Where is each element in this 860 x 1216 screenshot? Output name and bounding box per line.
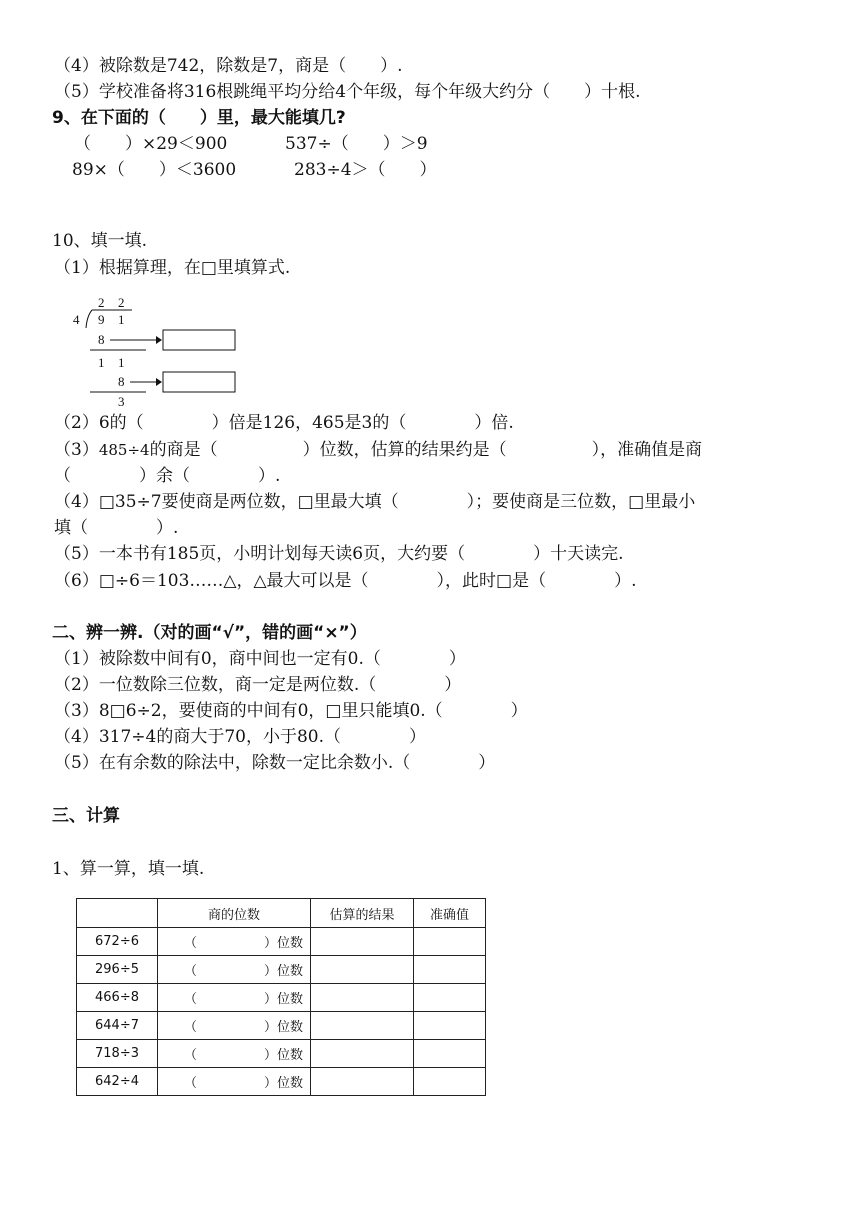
exact-cell[interactable] — [414, 928, 486, 956]
estimate-cell[interactable] — [311, 984, 414, 1012]
table-row — [77, 1040, 486, 1068]
estimate-cell[interactable] — [311, 956, 414, 984]
section3-item-1-title: 1、算一算，填一填. — [52, 859, 205, 879]
table-header-row — [77, 899, 486, 928]
q10-item-3-prefix: （3） — [54, 440, 99, 460]
q9-row1-left: （ ）×29＜900 — [74, 134, 228, 154]
q8-item-4: （4）被除数是742，除数是7，商是（ ）. — [54, 56, 403, 76]
arrow-2-head — [156, 378, 162, 386]
q10-item-1: （1）根据算理，在□里填算式. — [54, 258, 291, 278]
section3-title: 三、计算 — [52, 806, 120, 826]
digits-cell[interactable]: （ ）位数 — [158, 956, 311, 984]
step1-product: 8 — [98, 332, 105, 347]
table-row — [77, 984, 486, 1012]
q10-item-3-text: 的商是（ ）位数，估算的结果约是（ ），准确值是商 — [149, 440, 703, 460]
table-header-cell: 准确值 — [414, 899, 486, 928]
digits-cell[interactable]: （ ）位数 — [158, 1068, 311, 1096]
table-header-cell: 估算的结果 — [311, 899, 414, 928]
divisor: 4 — [73, 312, 80, 327]
q9-row1-right: 537÷（ ）＞9 — [285, 134, 428, 154]
table-row — [77, 1012, 486, 1040]
digits-cell[interactable]: （ ）位数 — [158, 984, 311, 1012]
remainder1-digit-1: 1 — [98, 355, 105, 370]
judge-item-1: （1）被除数中间有0，商中间也一定有0.（ ） — [54, 649, 466, 669]
exact-cell[interactable] — [414, 1040, 486, 1068]
estimate-cell[interactable] — [311, 1040, 414, 1068]
digits-cell[interactable]: （ ）位数 — [158, 1012, 311, 1040]
section2-title: 二、辨一辨.（对的画“√”，错的画“×”） — [52, 623, 367, 643]
table-row — [77, 928, 486, 956]
table-header-cell — [77, 899, 158, 928]
remainder2: 3 — [118, 394, 125, 409]
q10-item-3-expression: 485÷4 — [98, 441, 150, 459]
estimate-cell[interactable] — [311, 1068, 414, 1096]
row-expression: 718÷3 — [77, 1040, 158, 1068]
table-row — [77, 956, 486, 984]
judge-item-4: （4）317÷4的商大于70，小于80.（ ） — [54, 727, 426, 747]
exact-cell[interactable] — [414, 956, 486, 984]
digits-cell[interactable]: （ ）位数 — [158, 928, 311, 956]
answer-box-2[interactable] — [163, 372, 235, 392]
table-row — [77, 1068, 486, 1096]
row-expression: 466÷8 — [77, 984, 158, 1012]
answer-box-1[interactable] — [163, 330, 235, 350]
judge-item-3: （3）8□6÷2，要使商的中间有0，□里只能填0.（ ） — [54, 701, 528, 721]
step2-product: 8 — [118, 374, 125, 389]
q9-row2-left: 89×（ ）＜3600 — [72, 160, 237, 180]
q9-row2-right: 283÷4＞（ ） — [294, 160, 437, 180]
table-header-cell: 商的位数 — [158, 899, 311, 928]
calc-table — [76, 898, 486, 1096]
dividend-digit-1: 9 — [98, 312, 105, 327]
q10-item-2: （2）6的（ ）倍是126，465是3的（ ）倍. — [54, 413, 514, 433]
quotient-digit-2: 2 — [118, 295, 125, 310]
dividend-digit-2: 1 — [118, 312, 125, 327]
remainder1-digit-2: 1 — [118, 355, 125, 370]
judge-item-2: （2）一位数除三位数，商一定是两位数.（ ） — [54, 675, 462, 695]
row-expression: 642÷4 — [77, 1068, 158, 1096]
exact-cell[interactable] — [414, 984, 486, 1012]
q10-item-4-line2: 填（ ）. — [54, 518, 179, 538]
q8-item-5: （5）学校准备将316根跳绳平均分给4个年级，每个年级大约分（ ）十根. — [54, 82, 641, 102]
q10-title: 10、填一填. — [52, 231, 148, 251]
q10-item-5: （5）一本书有185页，小明计划每天读6页，大约要（ ）十天读完. — [54, 544, 624, 564]
quotient-digit-1: 2 — [98, 295, 105, 310]
long-division-diagram — [60, 292, 260, 410]
arrow-1-head — [156, 336, 162, 344]
row-expression: 296÷5 — [77, 956, 158, 984]
exact-cell[interactable] — [414, 1068, 486, 1096]
estimate-cell[interactable] — [311, 928, 414, 956]
judge-item-5: （5）在有余数的除法中，除数一定比余数小.（ ） — [54, 753, 496, 773]
q10-item-6: （6）□÷6＝103……△，△最大可以是（ ），此时□是（ ）. — [54, 571, 637, 591]
q10-item-3-line1 — [54, 439, 702, 461]
digits-cell[interactable]: （ ）位数 — [158, 1040, 311, 1068]
q10-item-3-line2: （ ）余（ ）. — [54, 466, 281, 486]
q10-item-4-line1: （4）□35÷7要使商是两位数，□里最大填（ ）；要使商是三位数，□里最小 — [54, 492, 696, 512]
exact-cell[interactable] — [414, 1012, 486, 1040]
estimate-cell[interactable] — [311, 1012, 414, 1040]
row-expression: 672÷6 — [77, 928, 158, 956]
q9-title: 9、在下面的（ ）里，最大能填几? — [52, 108, 346, 128]
row-expression: 644÷7 — [77, 1012, 158, 1040]
